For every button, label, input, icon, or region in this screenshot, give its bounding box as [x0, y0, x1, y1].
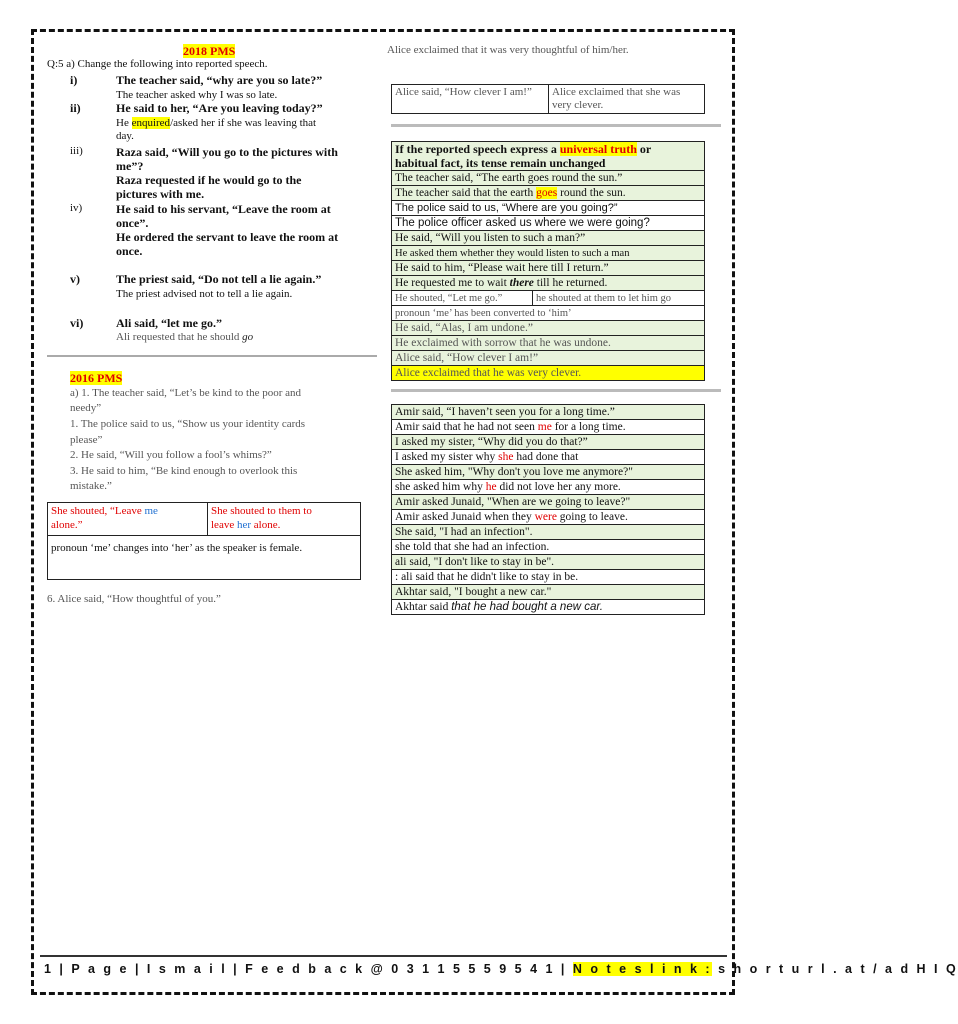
ut-header-pre: If the reported speech express a	[395, 142, 560, 156]
pms-2016-title: 2016 PMS	[70, 371, 123, 385]
pt-row-10: she told that she had an infection.	[392, 540, 705, 555]
pms-2016-line-1: a) 1. The teacher said, “Let’s be kind to the poor and	[70, 387, 302, 399]
pronoun-box-direct	[48, 503, 208, 536]
ut-row-11: He said, “Alas, I am undone.”	[392, 321, 705, 336]
pt-row-8	[392, 510, 705, 525]
ut-row-8-pre: He requested me to wait	[395, 276, 510, 289]
pt-row-2	[392, 420, 705, 435]
pronoun-box	[47, 502, 361, 580]
ut-row-12: He exclaimed with sorrow that he was undone.	[392, 336, 705, 351]
pt-row-8-red: were	[534, 510, 557, 523]
ut-row-8-post: till he returned.	[533, 276, 608, 289]
box-reported-her: her	[236, 519, 251, 531]
item-reported-iv-l1: He ordered the servant to leave the room at	[116, 230, 339, 244]
footer-page: 1 | P a g e | I s m a i l | F e e d b a c k @ 0 3 1 1 5 5 5 9 5 4 1 |	[44, 962, 573, 976]
ut-row-14: Alice exclaimed that he was very clever.	[392, 366, 705, 381]
pronoun-box-reported	[208, 503, 361, 536]
pt-row-4-post: had done that	[513, 450, 579, 463]
pt-row-8-pre: Amir asked Junaid when they	[395, 510, 535, 523]
divider-left	[47, 355, 377, 357]
ut-row-5: He said, “Will you listen to such a man?”	[392, 231, 705, 246]
pt-row-6-post: did not love her any more.	[496, 480, 621, 493]
pt-row-11: ali said, "I don't like to stay in be".	[392, 555, 705, 570]
footer	[44, 962, 958, 976]
universal-truth-table	[391, 141, 705, 381]
ut-row-3: The police said to us, “Where are you going?”	[392, 201, 705, 216]
ut-row-4: The police officer asked us where we were going?	[392, 216, 705, 231]
pt-row-2-red: me	[537, 420, 552, 433]
box-direct-pre: She shouted, “Leave	[51, 505, 145, 517]
item-reported-iv-l2: once.	[116, 244, 143, 258]
clever-direct: Alice said, “How clever I am!”	[392, 85, 549, 114]
item-reported-iii-l1: Raza requested if he would go to the	[116, 173, 302, 187]
item-direct-iv-l2: once”.	[116, 216, 149, 230]
box-direct-post: alone.”	[51, 519, 83, 531]
clever-reported: Alice exclaimed that she was very clever.	[549, 85, 705, 114]
item-direct-iv-l1: He said to his servant, “Leave the room at	[116, 202, 331, 216]
item-reported-iii-l2: pictures with me.	[116, 187, 205, 201]
item-num-v: v)	[70, 272, 80, 286]
pms-2018-title: 2018 PMS	[183, 44, 236, 58]
pt-row-14	[392, 600, 705, 615]
item-reported-i: The teacher asked why I was so late.	[116, 89, 278, 101]
ut-row-2-post: round the sun.	[557, 186, 626, 199]
pt-row-8-post: going to leave.	[556, 510, 628, 523]
ut-row-6: He asked them whether they would listen to such a man	[392, 246, 705, 261]
pt-row-14-it: that he had bought a new car.	[451, 600, 603, 613]
box-reported-post: alone.	[251, 519, 281, 531]
item-direct-iii-l1: Raza said, “Will you go to the pictures with	[116, 145, 338, 159]
divider-right-1	[391, 124, 721, 127]
reported-vi-go: go	[242, 331, 254, 343]
ut-row-9a: He shouted, “Let me go.”	[392, 291, 533, 306]
pt-row-3: I asked my sister, “Why did you do that?”	[392, 435, 705, 450]
item-reported-v: The priest advised not to tell a lie again.	[116, 288, 293, 300]
footer-link[interactable]: s h o r t u r l . a t / a d H I Q	[712, 962, 958, 976]
reported-vi-pre: Ali requested that he should	[116, 331, 243, 343]
item-num-iv: iv)	[70, 202, 83, 214]
item-direct-i: The teacher said, “why are you so late?”	[116, 73, 323, 87]
pms-2016-line-4: please”	[70, 434, 103, 446]
pms-2016-line-5: 2. He said, “Will you follow a fool’s whims?”	[70, 449, 272, 461]
ut-row-8-there: there	[509, 276, 534, 289]
footer-rule	[40, 955, 727, 957]
pt-row-14-pre: Akhtar said	[395, 600, 452, 613]
enquired-highlight: enquired	[131, 117, 171, 129]
ut-row-9b: he shouted at them to let him go	[533, 291, 705, 306]
item-direct-vi: Ali said, “let me go.”	[116, 316, 222, 330]
clever-box	[391, 84, 705, 114]
pt-row-5: She asked him, "Why don't you love me anymore?"	[392, 465, 705, 480]
pt-row-1: Amir said, “I haven’t seen you for a long time.”	[392, 405, 705, 420]
item-num-ii: ii)	[70, 101, 81, 115]
ut-row-8	[392, 276, 705, 291]
pt-row-6-pre: she asked him why	[395, 480, 486, 493]
item-direct-v: The priest said, “Do not tell a lie again.”	[116, 272, 322, 286]
item-num-vi: vi)	[70, 316, 84, 330]
reported-ii-pre: He	[116, 117, 132, 129]
footer-notes-label: N o t e s l i n k :	[572, 962, 713, 976]
pt-row-13: Akhtar said, "I bought a new car."	[392, 585, 705, 600]
ut-header-hl: universal truth	[559, 142, 637, 156]
reported-ii-post: /asked her if she was leaving that	[170, 117, 317, 129]
box-reported-pre2: leave	[211, 519, 237, 531]
ut-row-10: pronoun ‘me’ has been converted to ‘him’	[392, 306, 705, 321]
item-direct-ii: He said to her, “Are you leaving today?”	[116, 101, 323, 115]
pt-row-7: Amir asked Junaid, "When are we going to leave?"	[392, 495, 705, 510]
ut-header	[392, 142, 705, 171]
pronoun-box-note: pronoun ‘me’ changes into ‘her’ as the speaker is female.	[48, 536, 361, 580]
item-direct-iii-l2: me”?	[116, 159, 144, 173]
pt-row-6-red: he	[485, 480, 497, 493]
item-reported-ii-line2: day.	[116, 130, 134, 142]
pms-2016-line-7: mistake.”	[70, 480, 112, 492]
ut-row-13: Alice said, “How clever I am!”	[392, 351, 705, 366]
right-top-line: Alice exclaimed that it was very thoughtful of him/her.	[387, 44, 629, 56]
pt-row-2-post: for a long time.	[551, 420, 626, 433]
pt-row-9: She said, "I had an infection".	[392, 525, 705, 540]
pms-2016-line-6: 3. He said to him, “Be kind enough to overlook this	[70, 465, 298, 477]
pms-2016-line-3: 1. The police said to us, “Show us your identity cards	[70, 418, 306, 430]
pms-2016-line-2: needy”	[70, 402, 102, 414]
ut-row-1: The teacher said, “The earth goes round the sun.”	[392, 171, 705, 186]
pt-row-6	[392, 480, 705, 495]
ut-row-2	[392, 186, 705, 201]
pt-row-4-pre: I asked my sister why	[395, 450, 499, 463]
ut-header-l2: habitual fact, its tense remain unchanged	[395, 156, 606, 170]
pt-row-12: : ali said that he didn't like to stay in be.	[392, 570, 705, 585]
item-reported-ii	[116, 117, 316, 130]
box-reported-pre: She shouted to them to	[211, 505, 312, 517]
divider-right-2	[391, 389, 721, 392]
box-direct-me: me	[144, 505, 158, 517]
pt-row-4-red: she	[498, 450, 514, 463]
pt-row-2-pre: Amir said that he had not seen	[395, 420, 538, 433]
pt-row-4	[392, 450, 705, 465]
q5-heading: Q:5 a) Change the following into reported speech.	[47, 58, 268, 70]
pronoun-table	[391, 404, 705, 615]
item-num-iii: iii)	[70, 145, 83, 157]
ut-row-2-pre: The teacher said that the earth	[395, 186, 537, 199]
ut-header-post: or	[636, 142, 652, 156]
ut-row-7: He said to him, “Please wait here till I return.”	[392, 261, 705, 276]
ut-row-2-goes: goes	[536, 186, 558, 199]
item-reported-vi	[116, 331, 253, 344]
item-num-i: i)	[70, 73, 78, 87]
q6-line: 6. Alice said, “How thoughtful of you.”	[47, 593, 221, 605]
